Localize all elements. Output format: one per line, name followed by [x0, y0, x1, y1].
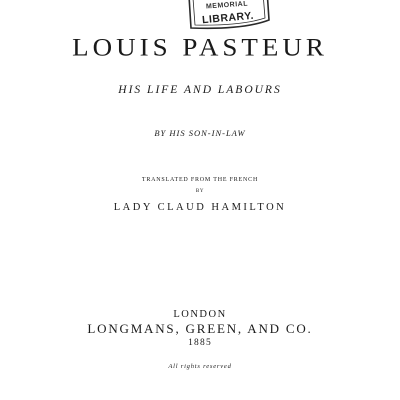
by-label: BY: [195, 189, 205, 194]
rights-notice: All rights reserved: [168, 363, 232, 370]
translation-note: TRANSLATED FROM THE FRENCH: [141, 177, 259, 183]
publication-year: 1885: [188, 338, 212, 348]
book-subtitle: HIS LIFE AND LABOURS: [118, 84, 282, 96]
author-byline: BY HIS SON-IN-LAW: [154, 128, 246, 138]
stamp-top-text: MEMORIAL: [205, 0, 249, 11]
stamp-main-text: LIBRARY.: [201, 9, 255, 27]
book-title: LOUIS PASTEUR: [72, 33, 328, 61]
library-stamp: [183, 0, 271, 30]
publisher-name: LONGMANS, GREEN, AND CO.: [87, 321, 313, 336]
translator-name: LADY CLAUD HAMILTON: [113, 202, 287, 213]
publication-place: LONDON: [173, 309, 227, 320]
